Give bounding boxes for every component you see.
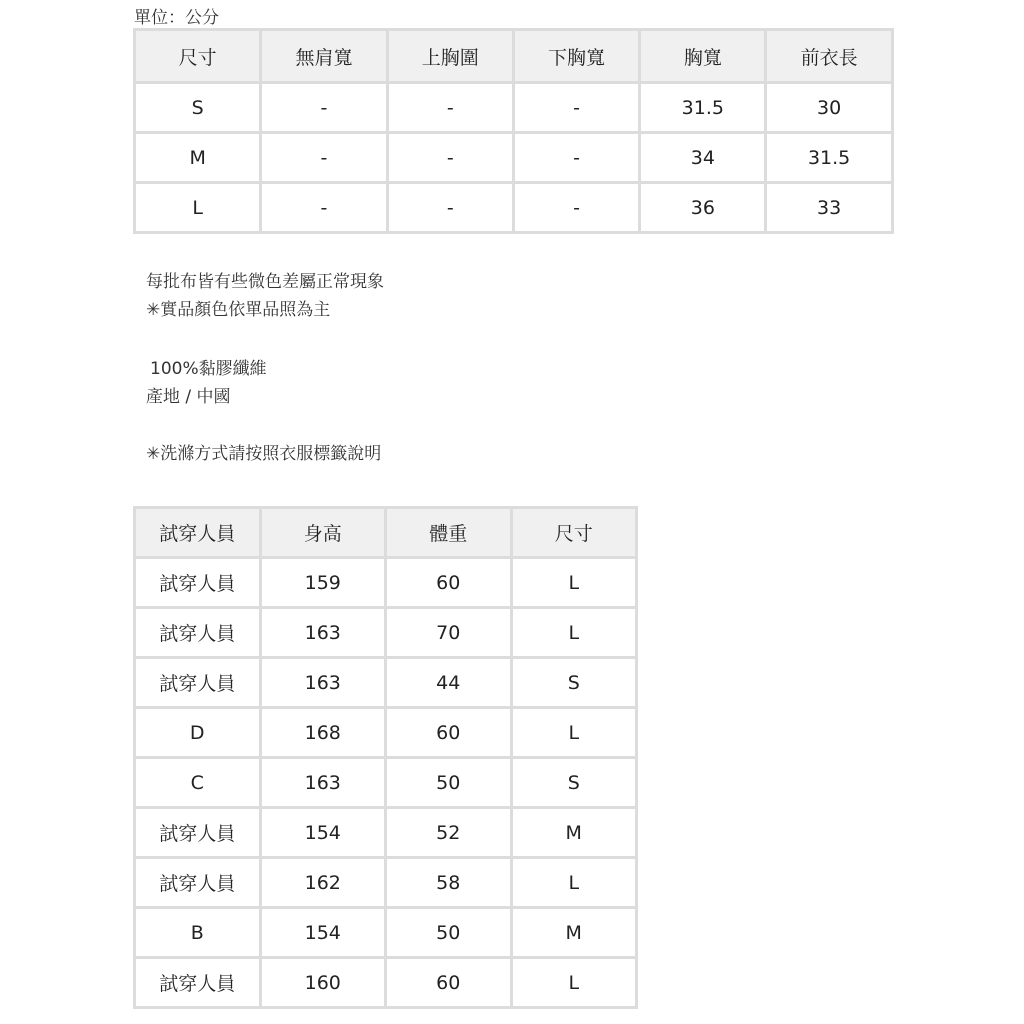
- try-on-table: [133, 506, 638, 1009]
- table-cell: L: [511, 558, 637, 608]
- table-cell: 154: [260, 908, 386, 958]
- table-cell: 試穿人員: [135, 558, 261, 608]
- table-cell: 162: [260, 858, 386, 908]
- table-cell: 31.5: [766, 133, 892, 183]
- table-cell: 試穿人員: [135, 608, 261, 658]
- header-cell-size: 尺寸: [135, 30, 261, 83]
- table-row: [135, 83, 893, 133]
- table-cell: -: [387, 183, 513, 233]
- table-cell: -: [261, 133, 387, 183]
- table-cell: L: [511, 708, 637, 758]
- table-row: [135, 958, 637, 1008]
- table-cell: M: [511, 908, 637, 958]
- table-cell: 60: [386, 958, 512, 1008]
- table-row: [135, 558, 637, 608]
- header-cell-size: 尺寸: [511, 508, 637, 558]
- table-cell: 168: [260, 708, 386, 758]
- table-cell: S: [135, 83, 261, 133]
- table-cell: 44: [386, 658, 512, 708]
- table-cell: 50: [386, 908, 512, 958]
- table-cell: -: [387, 133, 513, 183]
- table-cell: 163: [260, 658, 386, 708]
- table-row: [135, 758, 637, 808]
- table-cell: -: [261, 183, 387, 233]
- header-cell-upper-chest: 上胸圍: [387, 30, 513, 83]
- table-cell: C: [135, 758, 261, 808]
- table-cell: M: [135, 133, 261, 183]
- header-cell-chest: 胸寬: [640, 30, 766, 83]
- header-cell-lower-chest: 下胸寬: [513, 30, 639, 83]
- table-cell: 163: [260, 758, 386, 808]
- table-cell: 試穿人員: [135, 808, 261, 858]
- table-cell: 31.5: [640, 83, 766, 133]
- header-cell-front-length: 前衣長: [766, 30, 892, 83]
- table-cell: B: [135, 908, 261, 958]
- table-cell: 154: [260, 808, 386, 858]
- header-cell-model: 試穿人員: [135, 508, 261, 558]
- table-cell: L: [511, 858, 637, 908]
- table-row: [135, 183, 893, 233]
- table-cell: 163: [260, 608, 386, 658]
- table-row: [135, 808, 637, 858]
- table-cell: 160: [260, 958, 386, 1008]
- table-cell: -: [513, 183, 639, 233]
- header-cell-shoulder: 無肩寬: [261, 30, 387, 83]
- table-cell: 34: [640, 133, 766, 183]
- wash-note: ✳洗滌方式請按照衣服標籤說明: [146, 444, 382, 464]
- color-reference-note: ✳實品顏色依單品照為主: [146, 300, 331, 320]
- table-cell: 試穿人員: [135, 658, 261, 708]
- color-note-line: 每批布皆有些微色差屬正常現象: [146, 272, 384, 292]
- table-row: [135, 133, 893, 183]
- table-cell: 58: [386, 858, 512, 908]
- material-note: 100%黏膠纖維: [150, 359, 267, 379]
- table-cell: 33: [766, 183, 892, 233]
- unit-label: 單位：公分: [134, 8, 219, 28]
- table-cell: 36: [640, 183, 766, 233]
- table-cell: L: [511, 608, 637, 658]
- table-cell: -: [261, 83, 387, 133]
- table-cell: 試穿人員: [135, 958, 261, 1008]
- table-cell: 60: [386, 708, 512, 758]
- table-cell: 159: [260, 558, 386, 608]
- table-cell: 50: [386, 758, 512, 808]
- table-row: [135, 858, 637, 908]
- notes-block: [146, 268, 384, 324]
- header-cell-weight: 體重: [386, 508, 512, 558]
- size-chart-table: [133, 28, 894, 234]
- origin-note: 產地 / 中國: [146, 387, 231, 407]
- table-cell: 60: [386, 558, 512, 608]
- table-cell: S: [511, 658, 637, 708]
- table-cell: D: [135, 708, 261, 758]
- table-cell: 52: [386, 808, 512, 858]
- table-row: [135, 908, 637, 958]
- table-cell: -: [387, 83, 513, 133]
- table-cell: 試穿人員: [135, 858, 261, 908]
- table-row: [135, 658, 637, 708]
- table-row: [135, 708, 637, 758]
- table-header-row: [135, 30, 893, 83]
- table-cell: -: [513, 133, 639, 183]
- table-cell: L: [135, 183, 261, 233]
- table-cell: S: [511, 758, 637, 808]
- table-header-row: [135, 508, 637, 558]
- table-row: [135, 608, 637, 658]
- table-cell: L: [511, 958, 637, 1008]
- header-cell-height: 身高: [260, 508, 386, 558]
- table-cell: 30: [766, 83, 892, 133]
- table-cell: 70: [386, 608, 512, 658]
- table-cell: -: [513, 83, 639, 133]
- table-cell: M: [511, 808, 637, 858]
